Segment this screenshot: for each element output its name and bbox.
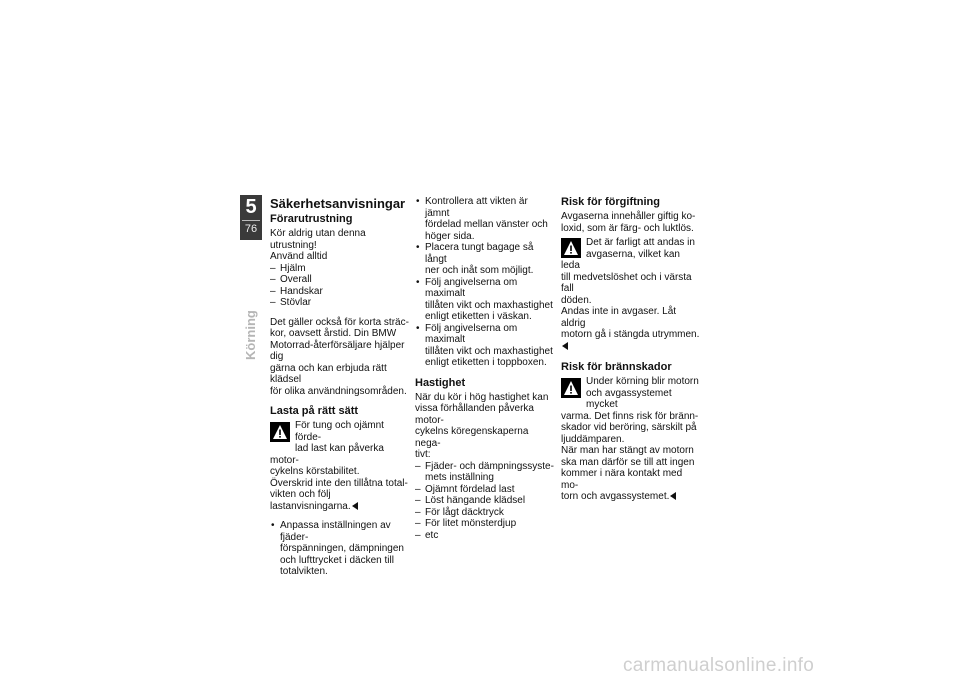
list-item: • Följ angivelserna om maximalt tillåten vikt och maxhastighet enligt etiketten i toppboxen. (415, 323, 555, 369)
gear-para-line: kor, oavsett årstid. Din BMW (270, 328, 397, 339)
burn-text-line: När man har stängt av motorn (561, 445, 694, 456)
poison-text-line: till medvetslöshet och i värsta fall (561, 271, 692, 294)
load-bullets (270, 520, 410, 578)
page-number: 76 (244, 223, 258, 235)
list-item: • Placera tungt bagage så långt ner och inåt som möjligt. (415, 242, 555, 277)
list-item: – För litet mönsterdjup (415, 518, 555, 530)
poison-text-line: Andas inte in avgaser. Låt aldrig (561, 306, 677, 329)
list-item: – Fjäder- och dämpningssyste- mets inställning (415, 461, 555, 484)
gear-para-line: gärna och kan erbjuda rätt klädsel (270, 362, 387, 385)
warning-line: Under körning blir motorn (586, 376, 699, 387)
warning-icon (270, 422, 290, 442)
end-marker-icon (352, 502, 358, 510)
burn-text-line: ska man därför se till att ingen (561, 456, 695, 468)
end-marker-icon (562, 342, 568, 350)
chapter-tab (240, 195, 262, 240)
heading-gear: Förarutrustning (270, 213, 353, 225)
column-2 (415, 196, 555, 541)
poison-text-line: döden. (561, 294, 592, 306)
column-1 (270, 196, 410, 578)
load-text-line: cykelns körstabilitet. (270, 466, 360, 477)
list-item: – Handskar (270, 286, 410, 298)
speed-para-line: cykelns köregenskaperna nega- (415, 426, 529, 449)
page-title: Säkerhetsanvisningar (270, 196, 406, 211)
warning-line: och avgassystemet mycket (586, 387, 672, 410)
list-item: – Ojämnt fördelad last (415, 484, 555, 496)
burn-text-line: skador vid beröring, särskilt på (561, 422, 697, 433)
list-item: – Hjälm (270, 263, 410, 275)
list-item: • Anpassa inställningen av fjäder- förspänningen, dämpningen och lufttrycket i däcken till totalvikten. (270, 520, 410, 578)
list-item: • Kontrollera att vikten är jämnt fördelad mellan vänster och höger sida. (415, 196, 555, 242)
heading-load: Lasta på rätt sätt (270, 405, 359, 417)
burn-text-line: torn och avgassystemet. (561, 491, 701, 503)
gear-list (270, 263, 410, 309)
list-item: – etc (415, 530, 555, 542)
burn-text-line: ljuddämparen. (561, 433, 625, 445)
watermark: carmanualsonline.info (623, 655, 815, 676)
poison-para-line: loxid, som är färg- och luktlös. (561, 222, 694, 234)
warning-icon (561, 378, 581, 398)
gear-para-line: Motorrad-återförsäljare hjälper dig (270, 339, 405, 362)
end-marker-icon (670, 492, 676, 500)
chapter-side-label: Körning (243, 310, 258, 360)
gear-para-line: Det gäller också för korta sträc- (270, 316, 409, 328)
poison-text-line: motorn gå i stängda utrymmen. (561, 329, 701, 352)
speed-para-line: tivt: (415, 449, 431, 460)
list-item: – Löst hängande klädsel (415, 495, 555, 507)
load-text-line: Överskrid inte den tillåtna total- (270, 477, 408, 489)
gear-intro-2: Använd alltid (270, 251, 328, 262)
list-item: • Följ angivelserna om maximalt tillåten vikt och maxhastighet enligt etiketten i väskan. (415, 277, 555, 323)
gear-intro-1: Kör aldrig utan denna utrustning! (270, 228, 366, 251)
warning-icon (561, 238, 581, 258)
list-item: – Stövlar (270, 297, 410, 309)
heading-poison: Risk för förgiftning (561, 196, 660, 208)
column-3 (561, 196, 701, 503)
load-text-line: vikten och följ lastanvisningarna. (270, 489, 410, 512)
list-item: – Overall (270, 274, 410, 286)
poison-para-line: Avgaserna innehåller giftig ko- (561, 211, 696, 222)
chapter-number: 5 (245, 196, 257, 218)
speed-para-line: vissa förhållanden påverka motor- (415, 403, 534, 426)
warning-line: För tung och ojämnt förde- (295, 420, 384, 443)
gear-para-line: för olika användningsområden. (270, 385, 407, 397)
warning-line: Det är farligt att andas in (586, 237, 695, 248)
tab-divider (242, 220, 260, 221)
load-bullets-cont (415, 196, 555, 369)
speed-para-line: När du kör i hög hastighet kan (415, 391, 549, 403)
heading-speed: Hastighet (415, 376, 466, 389)
burn-text-line: kommer i nära kontakt med mo- (561, 468, 683, 491)
burn-text-line: varma. Det finns risk för bränn- (561, 410, 699, 422)
speed-list (415, 461, 555, 542)
list-item: – För lågt däcktryck (415, 507, 555, 519)
warning-line: avgaserna, vilket kan leda (561, 248, 680, 271)
warning-line: lad last kan påverka motor- (270, 443, 384, 466)
heading-burn: Risk för brännskador (561, 361, 672, 373)
